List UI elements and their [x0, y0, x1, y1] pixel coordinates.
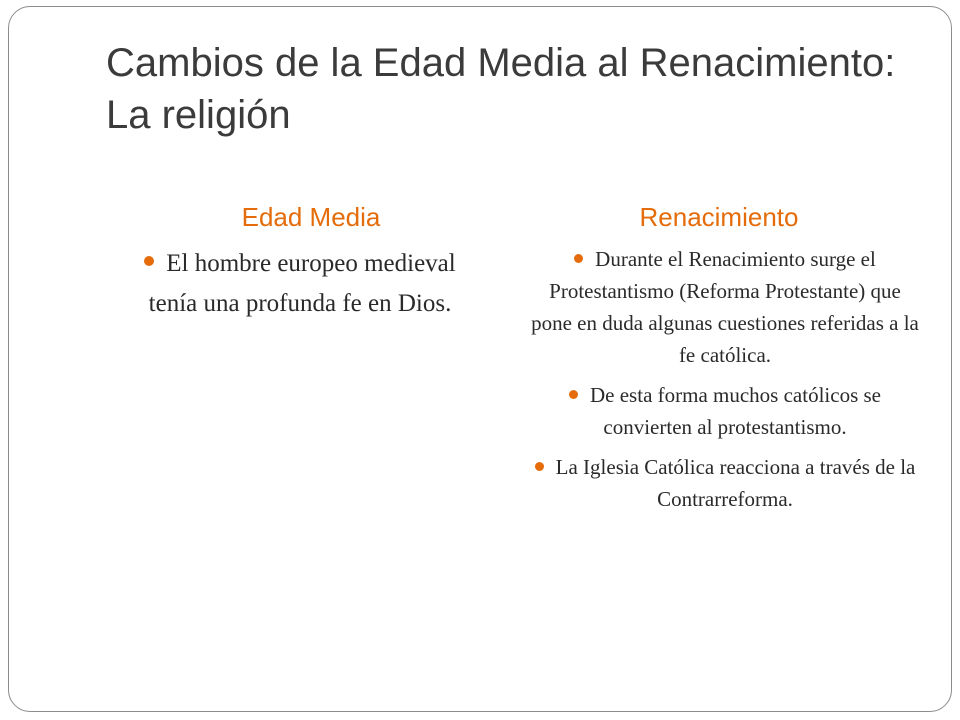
bullet-dot-icon	[144, 256, 154, 266]
bullet-dot-icon	[569, 390, 578, 399]
right-column-heading: Renacimiento	[639, 202, 799, 232]
list-item	[530, 451, 920, 515]
left-column-heading: Edad Media	[241, 202, 381, 232]
list-item	[530, 243, 920, 371]
bullet-dot-icon	[535, 462, 544, 471]
right-column-bullet-list	[530, 243, 920, 523]
slide-title: Cambios de la Edad Media al Renacimiento: La religión	[106, 41, 896, 137]
left-column-bullet-list	[140, 244, 460, 334]
bullet-text: La Iglesia Católica reacciona a través de la Contrarreforma.	[555, 455, 916, 511]
list-item	[140, 244, 460, 324]
bullet-text: De esta forma muchos católicos se convierten al protestantismo.	[590, 383, 881, 439]
bullet-dot-icon	[574, 254, 583, 263]
list-item	[530, 379, 920, 443]
bullet-text: El hombre europeo medieval tenía una profunda fe en Dios.	[148, 250, 456, 317]
bullet-text: Durante el Renacimiento surge el Protestantismo (Reforma Protestante) que pone en duda algunas cuestiones referidas a la fe católica.	[531, 247, 919, 367]
